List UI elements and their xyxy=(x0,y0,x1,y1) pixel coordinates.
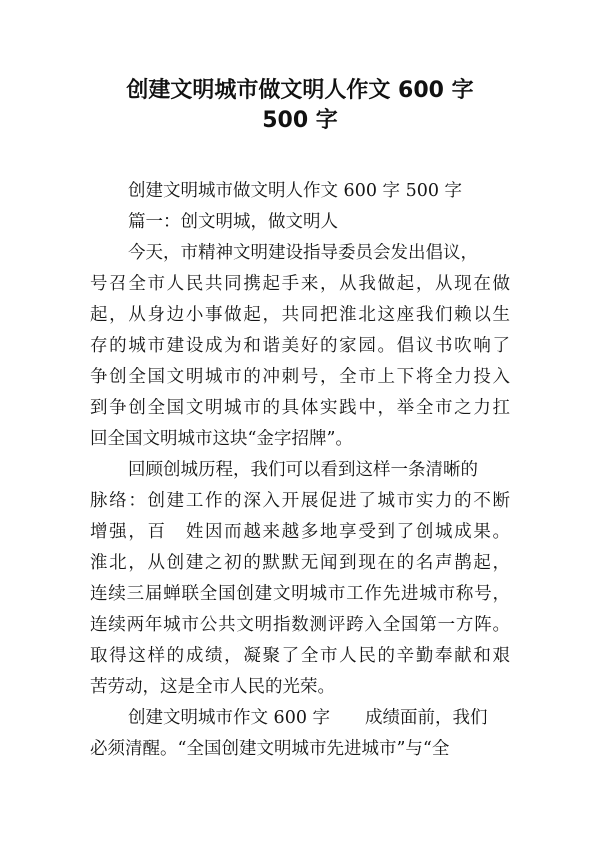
paragraph-line: 今天，市精神文明建设指导委员会发出倡议， xyxy=(128,243,478,263)
paragraph-line: 苦劳动，这是全市人民的光荣。 xyxy=(90,677,335,697)
paragraph-line: 存的城市建设成为和谐美好的家园。倡议书吹响了 xyxy=(90,336,510,356)
paragraph-line: 争创全国文明城市的冲刺号，全市上下将全力投入 xyxy=(90,367,510,387)
paragraph-line: 回顾创城历程，我们可以看到这样一条清晰的 xyxy=(128,460,478,480)
paragraph-line: 创建文明城市作文 600 字 成绩面前，我们 xyxy=(128,708,488,728)
paragraph-line: 取得这样的成绩，凝聚了全市人民的辛勤奉献和艰 xyxy=(90,646,510,666)
document-title-line-1: 创建文明城市做文明人作文 600 字 xyxy=(126,78,474,103)
paragraph-line: 连续两年城市公共文明指数测评跨入全国第一方阵。 xyxy=(90,615,510,635)
paragraph-line: 增强，百 姓因而越来越多地享受到了创城成果。 xyxy=(90,522,510,542)
paragraph-line: 淮北，从创建之初的默默无闻到现在的名声鹊起， xyxy=(90,553,510,573)
paragraph-line: 号召全市人民共同携起手来，从我做起，从现在做 xyxy=(90,274,510,294)
paragraph-line: 脉络：创建工作的深入开展促进了城市实力的不断 xyxy=(90,491,510,511)
paragraph-line: 连续三届蝉联全国创建文明城市工作先进城市称号， xyxy=(90,584,510,604)
document-title-line-2: 500 字 xyxy=(262,108,338,133)
subtitle-line: 创建文明城市做文明人作文 600 字 500 字 xyxy=(128,181,463,201)
section-heading: 篇一：创文明城，做文明人 xyxy=(128,212,338,232)
paragraph-line: 起，从身边小事做起，共同把淮北这座我们赖以生 xyxy=(90,305,510,325)
paragraph-line: 必须清醒。“全国创建文明城市先进城市”与“全 xyxy=(90,739,450,759)
paragraph-line: 回全国文明城市这块“金字招牌”。 xyxy=(90,429,353,449)
paragraph-line: 到争创全国文明城市的具体实践中，举全市之力扛 xyxy=(90,398,510,418)
